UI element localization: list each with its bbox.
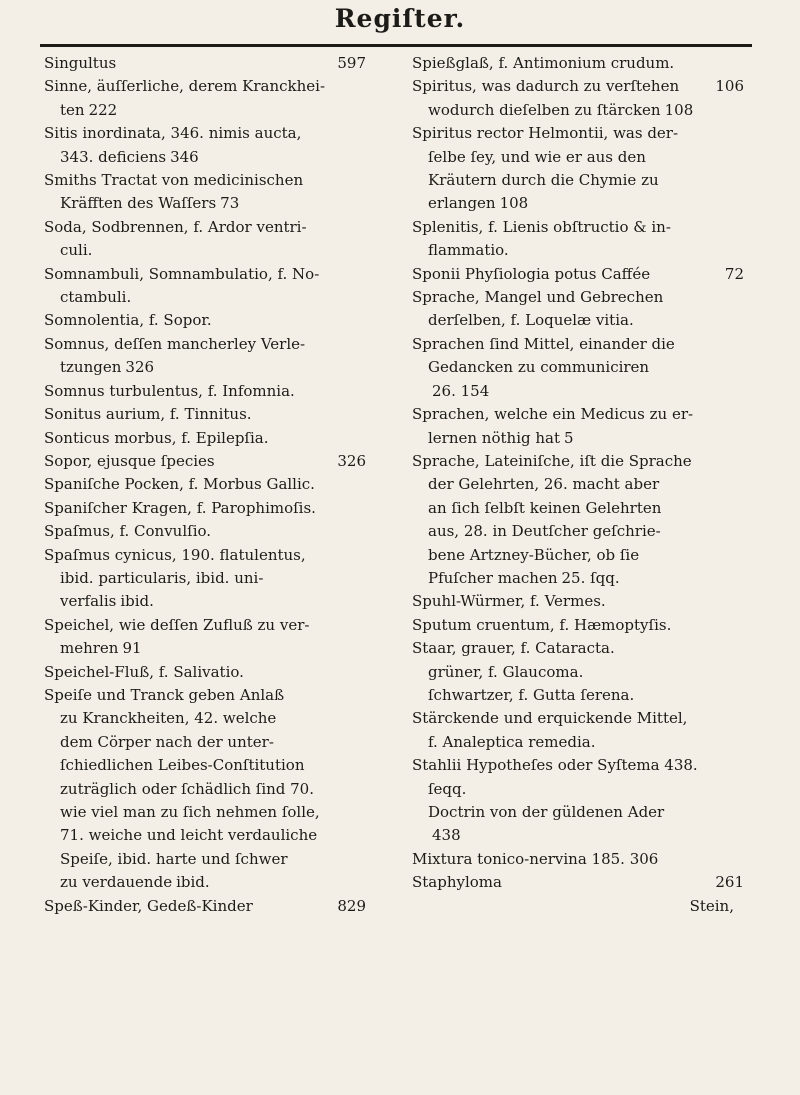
entry-heading: Stahlii Hypotheſes oder Syſtema 438. — [412, 756, 698, 775]
entry-continuation: ſchiedlichen Leibes-Conſtitution — [60, 756, 305, 775]
entry-heading: Sonitus aurium, f. Tinnitus. — [44, 405, 252, 424]
index-entry — [44, 520, 366, 543]
index-entry — [44, 263, 366, 310]
index-entry — [44, 661, 366, 684]
page-number: 108 — [499, 194, 529, 213]
index-entry — [412, 754, 744, 801]
entry-heading: Sprache, Mangel und Gebrechen — [412, 288, 664, 307]
index-entry — [412, 450, 744, 497]
page-number: 108 — [664, 100, 694, 119]
entry-heading: Speichel, wie deſſen Zufluß zu ver- — [44, 615, 310, 634]
entry-continuation: der Gelehrten, 26. macht aber — [428, 475, 660, 494]
entry-heading: Staar, grauer, f. Cataracta. — [412, 639, 615, 658]
index-entry — [412, 707, 744, 754]
page-number: ibid. — [120, 592, 154, 611]
entry-heading: Mixtura tonico-nervina 185. 306 — [412, 849, 659, 868]
left-column — [44, 52, 366, 918]
entry-continuation: tzungen — [60, 358, 122, 377]
entry-heading: Sprachen ſind Mittel, einander die — [412, 334, 675, 353]
index-entry — [44, 544, 366, 591]
index-entry — [44, 614, 366, 661]
index-entry — [44, 309, 366, 332]
index-entry — [412, 216, 744, 263]
index-entry — [412, 520, 744, 543]
page-number: 438 — [432, 826, 461, 845]
entry-heading: Spießglaß, f. Antimonium crudum. — [412, 54, 675, 72]
index-entry — [412, 848, 744, 871]
page-number: 326 — [125, 358, 155, 377]
entry-continuation: an ſich ſelbſt keinen Gelehrten — [428, 498, 662, 517]
entry-heading: Sonticus morbus, f. Epilepſia. — [44, 428, 269, 447]
entry-heading: Sinne, äuſſerliche, derem Kranckhei- — [44, 77, 326, 96]
page-number: 346 — [170, 147, 199, 166]
entry-continuation: Gedancken zu communiciren — [428, 358, 650, 377]
entry-heading: Spaſmus, f. Convulſio. — [44, 522, 212, 541]
entry-continuation: ten — [60, 100, 85, 119]
entry-heading: Spaniſcher Kragen, f. Parophimoſis. — [44, 498, 316, 517]
index-entry — [44, 427, 366, 450]
entry-continuation: grüner, f. Glaucoma. — [428, 662, 584, 681]
entry-heading: Somnus turbulentus, f. Infomnia. — [44, 381, 295, 400]
entry-heading: Sputum cruentum, f. Hæmoptyſis. — [412, 615, 672, 634]
page-number: 222 — [88, 100, 118, 119]
header-rule — [40, 44, 752, 47]
index-entry — [412, 824, 744, 847]
entry-heading: Sprache, Lateiniſche, iſt die Sprache — [412, 451, 692, 470]
index-entry — [412, 122, 744, 169]
entry-heading: Singultus — [44, 54, 117, 72]
entry-heading: Smiths Tractat von medicinischen — [44, 171, 304, 190]
entry-continuation: aus, 28. in Deutſcher geſchrie- — [428, 522, 661, 541]
entry-heading: Soda, Sodbrennen, f. Ardor ventri- — [44, 217, 307, 236]
index-entry — [44, 684, 366, 731]
page-number: 26. 154 — [432, 381, 490, 400]
index-entry — [44, 754, 366, 777]
entry-continuation: zu verdauende — [60, 873, 173, 892]
index-entry — [44, 52, 366, 75]
index-entry — [44, 731, 366, 754]
page-number: 73 — [220, 194, 240, 213]
entry-continuation: wie viel man zu ſich nehmen ſolle, — [60, 803, 320, 821]
index-entry — [44, 871, 366, 894]
entry-continuation: Doctrin von der güldenen Ader — [428, 803, 665, 821]
entry-continuation: 71. weiche und leicht verdauliche — [60, 826, 318, 845]
index-entry — [44, 497, 366, 520]
entry-continuation: ſeqq. — [428, 779, 467, 798]
entry-continuation: bene Artzney-Bücher, ob ſie — [428, 545, 640, 564]
entry-heading: Speß-Kinder, Gedeß-Kinder — [44, 896, 253, 915]
index-entry — [412, 614, 744, 637]
entry-heading: Spaniſche Pocken, f. Morbus Gallic. — [44, 475, 315, 494]
entry-heading: Splenitis, f. Lienis obſtructio & in- — [412, 217, 671, 236]
entry-continuation: mehren — [60, 639, 119, 658]
entry-continuation: 343. deficiens — [60, 147, 167, 166]
index-entry — [44, 473, 366, 496]
index-entry — [412, 380, 744, 403]
index-entry — [412, 801, 744, 824]
entry-heading: Speichel-Fluß, f. Salivatio. — [44, 662, 244, 681]
index-entry — [412, 263, 744, 286]
index-entry — [412, 871, 744, 894]
index-entry — [44, 824, 366, 847]
page-title: Regiſter. — [334, 4, 466, 33]
entry-continuation: Kräfften des Waſſers — [60, 194, 217, 213]
entry-continuation: ſelbe ſey, und wie er aus den — [428, 147, 646, 166]
entry-continuation: ibid. particularis, ibid. uni- — [60, 568, 264, 587]
index-entry — [44, 380, 366, 403]
entry-continuation: lernen nöthig hat — [428, 428, 560, 447]
entry-heading: Somnolentia, f. Sopor. — [44, 311, 212, 330]
index-entry — [44, 216, 366, 263]
entry-heading: Somnambuli, Somnambulatio, f. No- — [44, 264, 320, 283]
entry-continuation: erlangen — [428, 194, 496, 213]
entry-heading: Stärckende und erquickende Mittel, — [412, 709, 688, 728]
index-entry — [44, 75, 366, 122]
entry-continuation: f. Analeptica remedia. — [428, 732, 596, 751]
index-entry — [44, 450, 366, 473]
page-number: 597 — [337, 54, 366, 72]
page-number: 829 — [337, 896, 366, 915]
index-entry — [412, 192, 744, 215]
entry-continuation: flammatio. — [428, 241, 509, 260]
index-entry — [412, 52, 744, 75]
page-number: 91 — [122, 639, 142, 658]
entry-heading: Staphyloma — [412, 873, 502, 892]
entry-heading: Spiritus rector Helmontii, was der- — [412, 124, 679, 143]
page-number: 5 — [564, 428, 574, 447]
entry-heading: Sitis inordinata, 346. nimis aucta, — [44, 124, 302, 143]
page-number: 72 — [724, 264, 744, 283]
index-entry — [44, 801, 366, 824]
entry-continuation: wodurch dieſelben zu ſtärcken — [428, 100, 661, 119]
index-entry — [44, 333, 366, 380]
entry-continuation: Pfuſcher machen — [428, 568, 558, 587]
index-entry — [44, 403, 366, 426]
entry-continuation: culi. — [60, 241, 93, 260]
entry-heading: Spuhl-Würmer, f. Vermes. — [412, 592, 606, 611]
entry-heading: Speiſe und Tranck geben Anlaß — [44, 685, 285, 704]
entry-continuation: ſchwartzer, f. Gutta ſerena. — [428, 685, 635, 704]
entry-heading: Somnus, deſſen mancherley Verle- — [44, 334, 306, 353]
index-entry — [412, 544, 744, 567]
index-entry — [44, 122, 366, 169]
page-number: 25. ſqq. — [561, 568, 620, 587]
index-entry — [412, 169, 744, 192]
entry-heading: Sprachen, welche ein Medicus zu er- — [412, 405, 694, 424]
index-entry — [412, 333, 744, 380]
entry-continuation: zuträglich oder ſchädlich ſind 70. — [60, 779, 314, 798]
entry-heading: Spiritus, was dadurch zu verſtehen — [412, 77, 680, 96]
entry-continuation: Kräutern durch die Chymie zu — [428, 171, 659, 190]
index-entry — [44, 590, 366, 613]
index-entry — [44, 895, 366, 918]
index-entry — [412, 75, 744, 98]
entry-heading: Sopor, ejusque ſpecies — [44, 451, 215, 470]
index-entry — [412, 567, 744, 590]
right-column — [412, 52, 744, 918]
index-entry — [44, 848, 366, 871]
page-number: 261 — [715, 873, 744, 892]
index-entry — [44, 778, 366, 801]
entry-continuation: derſelben, f. Loquelæ vitia. — [428, 311, 634, 330]
entry-continuation: Speiſe, ibid. harte und ſchwer — [60, 849, 288, 868]
entry-continuation: ctambuli. — [60, 288, 132, 307]
page-number: ibid. — [176, 873, 210, 892]
index-entry — [412, 684, 744, 707]
entry-continuation: dem Cörper nach der unter- — [60, 732, 274, 751]
index-entry — [412, 286, 744, 333]
index-entry — [412, 99, 744, 122]
index-entry — [412, 403, 744, 450]
index-entry — [412, 497, 744, 520]
entry-heading: Spaſmus cynicus, 190. flatulentus, — [44, 545, 306, 564]
index-entry — [44, 169, 366, 216]
entry-continuation: zu Kranckheiten, 42. welche — [60, 709, 277, 728]
entry-continuation: verfalis — [60, 592, 117, 611]
page-number: 106 — [715, 77, 744, 96]
index-entry — [412, 590, 744, 613]
entry-heading: Sponii Phyſiologia potus Caffée — [412, 264, 651, 283]
page-number: 326 — [337, 451, 366, 470]
catchword: Stein, — [689, 896, 734, 915]
index-entry — [412, 637, 744, 684]
